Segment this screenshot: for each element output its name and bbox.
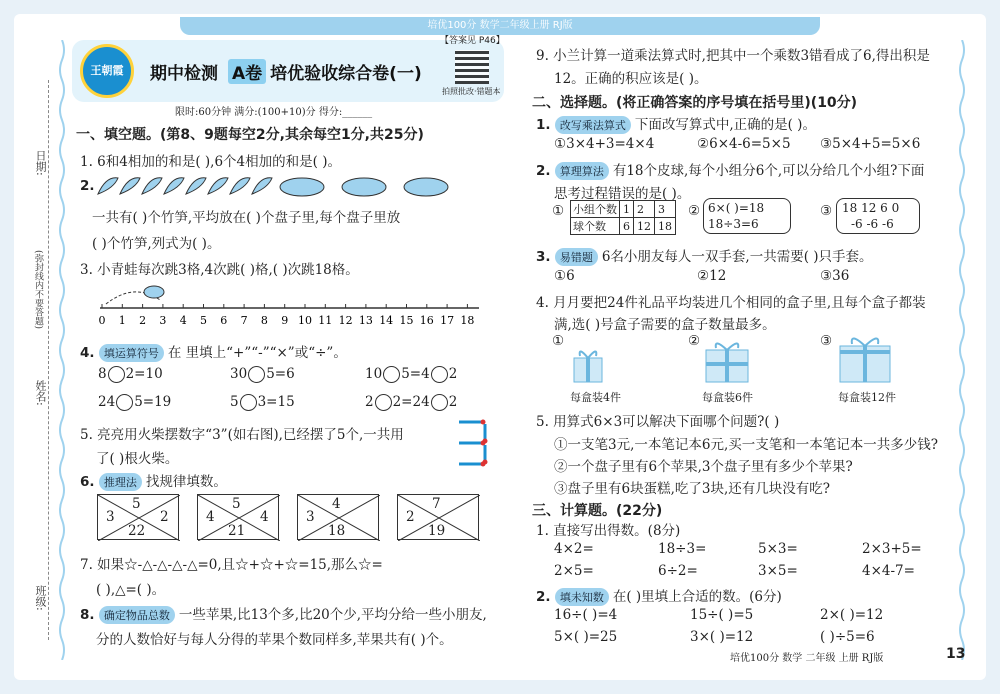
q2-line1: 一共有( )个竹笋,平均放在( )个盘子里,每个盘子里放 [92, 210, 401, 226]
tick-label: 5 [200, 314, 207, 327]
number-line [94, 278, 484, 330]
tick-label: 11 [318, 314, 333, 327]
gift-box-large-icon [836, 332, 894, 384]
k2-item-2: 15÷( )=5 [690, 607, 754, 623]
c4-line2: 满,选( )号盒子需要的盒子数量最多。 [554, 317, 776, 333]
tick-label: 16 [419, 314, 434, 327]
tick-label: 3 [159, 314, 167, 327]
brand-logo: 王朝霞 [80, 44, 134, 98]
c4-caption-3: 每盒装12件 [838, 391, 896, 404]
c3-opt2: ②12 [697, 268, 727, 284]
tick-label: 0 [98, 314, 106, 327]
q9-line2: 12。正确的积应该是( )。 [554, 71, 708, 87]
q4-item-4: 24 5=19 [98, 394, 172, 410]
tick-label: 10 [298, 314, 312, 327]
c2-table: 小组个数 1 2 3 球个数 6 12 18 [570, 200, 676, 235]
q5-line2: 了( )根火柴。 [96, 451, 179, 467]
q8-line2: 分的人数恰好与每人分得的苹果个数同样多,苹果共有( )个。 [96, 632, 453, 648]
k1-item-6: 6÷2= [658, 563, 698, 579]
q8-line1: 8. 确定物品总数 一些苹果,比13个多,比20个少,平均分给一些小朋友, [80, 607, 487, 623]
c3-opt1: ①6 [554, 268, 575, 284]
time-limit: 限时:60分钟 满分:(100+10)分 得分:______ [175, 107, 373, 118]
section-1-title: 一、填空题。(第8、9题每空2分,其余每空1分,共25分) [76, 127, 424, 143]
k1-title: 1. 直接写出得数。(8分) [536, 523, 681, 539]
k1-item-5: 2×5= [554, 563, 594, 579]
tick-label: 15 [399, 314, 414, 327]
top-bar: 培优100分 数学二年级上册 RJ版 [180, 17, 820, 35]
k1-item-1: 4×2= [554, 541, 594, 557]
section-3-title: 三、计算题。(22分) [532, 503, 663, 519]
tick-label: 13 [358, 314, 373, 327]
c1-opt3: ③5×4+5=5×6 [820, 136, 921, 152]
pattern-box-2: 5 4 4 21 [197, 494, 279, 540]
bamboo-plates-figure [96, 174, 466, 200]
q3: 3. 小青蛙每次跳3格,4次跳( )格,( )次跳18格。 [80, 262, 359, 278]
date-label: 日期: [34, 150, 47, 176]
c4-opt2-num: ② [688, 333, 701, 349]
q4-header: 4. 填运算符号 在 里填上“+”“-”“×”或“÷”。 [80, 345, 347, 361]
c2-opt1-num: ① [552, 203, 565, 219]
k2-item-5: 3×( )=12 [690, 629, 754, 645]
c3-opt3: ③36 [820, 268, 850, 284]
pattern-box-4: 7 2 19 [397, 494, 479, 540]
q4-item-5: 5 3=15 [230, 394, 295, 410]
pattern-box-3: 4 3 18 [297, 494, 379, 540]
c5-question: 5. 用算式6×3可以解决下面哪个问题?( ) [536, 414, 780, 430]
tick-label: 14 [379, 314, 394, 327]
k2-item-6: ( )÷5=6 [820, 629, 875, 645]
seal-notice: (弥封线内不要答题) [33, 250, 43, 330]
q4-item-3: 10 5=4 2 [365, 366, 458, 382]
page-title: 期中检测 A卷 培优验收综合卷(一) [150, 59, 422, 84]
q6-header: 6. 推理法 找规律填数。 [80, 474, 227, 490]
c2-opt2-box: 6×( )=18 18÷3=6 [703, 198, 791, 234]
gift-box-medium-icon [702, 338, 752, 384]
tick-label: 17 [440, 314, 455, 327]
k2-item-1: 16÷( )=4 [554, 607, 618, 623]
c5-opt2: ②一个盘子里有6个苹果,3个盘子里有多少个苹果? [554, 459, 853, 475]
qr-code[interactable] [455, 50, 489, 84]
tick-label: 9 [281, 314, 289, 327]
tick-label: 18 [460, 314, 475, 327]
c5-opt3: ③盘子里有6块蛋糕,吃了3块,还有几块没有吃? [554, 481, 830, 497]
seal-line [48, 80, 49, 640]
frog-icon [144, 286, 164, 298]
class-label: 班级: [34, 585, 47, 611]
c1-header: 1. 改写乘法算式 下面改写算式中,正确的是( )。 [536, 117, 816, 133]
q9-line1: 9. 小兰计算一道乘法算式时,把其中一个乘数3错看成了6,得出积是 [536, 48, 930, 64]
qr-caption: 拍照批改·错题本 [442, 87, 501, 96]
tick-label: 1 [118, 314, 126, 327]
page-number: 13 [946, 646, 966, 662]
q4-item-2: 30 5=6 [230, 366, 295, 382]
k2-header: 2. 填未知数 在( )里填上合适的数。(6分) [536, 589, 782, 605]
c1-opt1: ①3×4+3=4×4 [554, 136, 655, 152]
q1: 1. 6和4相加的和是( ),6个4相加的和是( )。 [80, 154, 341, 170]
q4-item-1: 8 2=10 [98, 366, 163, 382]
c1-opt2: ②6×4-6=5×5 [697, 136, 791, 152]
q5-line1: 5. 亮亮用火柴摆数字“3”(如右图),已经摆了5个,一共用 [80, 427, 404, 443]
c4-caption-1: 每盒装4件 [570, 391, 621, 404]
tick-label: 6 [220, 314, 228, 327]
c2-opt3-num: ③ [820, 203, 833, 219]
answer-reference: 【答案见 P46】 [440, 36, 505, 46]
c2-opt2-num: ② [688, 203, 701, 219]
k2-item-4: 5×( )=25 [554, 629, 618, 645]
c2-opt3-box: 18 12 6 0 -6 -6 -6 [836, 198, 920, 234]
q4-item-6: 2 2=24 2 [365, 394, 458, 410]
c4-line1: 4. 月月要把24件礼品平均装进几个相同的盒子里,且每个盒子都装 [536, 295, 926, 311]
c3-header: 3. 易错题 6名小朋友每人一双手套,一共需要( )只手套。 [536, 249, 873, 265]
k1-item-4: 2×3+5= [862, 541, 922, 557]
section-2-title: 二、选择题。(将正确答案的序号填在括号里)(10分) [532, 95, 858, 111]
k1-item-7: 3×5= [758, 563, 798, 579]
k1-item-8: 4×4-7= [862, 563, 915, 579]
k1-item-2: 18÷3= [658, 541, 707, 557]
c4-opt3-num: ③ [820, 333, 833, 349]
pattern-box-1: 5 3 2 22 [97, 494, 179, 540]
name-label: 姓名: [34, 380, 47, 406]
matchstick-figure [455, 418, 493, 470]
c2-header: 2. 算理算法 有18个皮球,每个小组分6个,可以分给几个小组?下面 [536, 163, 925, 179]
footer-text: 培优100分 数学 二年级 上册 RJ版 [730, 653, 884, 664]
tick-label: 7 [240, 314, 248, 327]
c4-opt1-num: ① [552, 333, 565, 349]
q7-line2: ( ),△=( )。 [96, 582, 166, 598]
right-wave-border [958, 40, 966, 660]
tick-label: 2 [139, 314, 147, 327]
tick-label: 12 [338, 314, 353, 327]
tick-label: 4 [179, 314, 187, 327]
gift-box-small-icon [568, 344, 608, 384]
tick-label: 8 [260, 314, 268, 327]
q2-line2: ( )个竹笋,列式为( )。 [92, 236, 221, 252]
q2-number: 2. [80, 178, 95, 194]
k1-item-3: 5×3= [758, 541, 798, 557]
q7-line1: 7. 如果☆-△-△-△-△=0,且☆+☆+☆=15,那么☆= [80, 557, 383, 573]
left-wave-border [58, 40, 66, 660]
k2-item-3: 2×( )=12 [820, 607, 884, 623]
c5-opt1: ①一支笔3元,一本笔记本6元,买一支笔和一本笔记本一共多少钱? [554, 437, 938, 453]
c2-line2: 思考过程错误的是( )。 [554, 186, 691, 202]
c4-caption-2: 每盒装6件 [702, 391, 753, 404]
binding-margin [12, 80, 52, 640]
